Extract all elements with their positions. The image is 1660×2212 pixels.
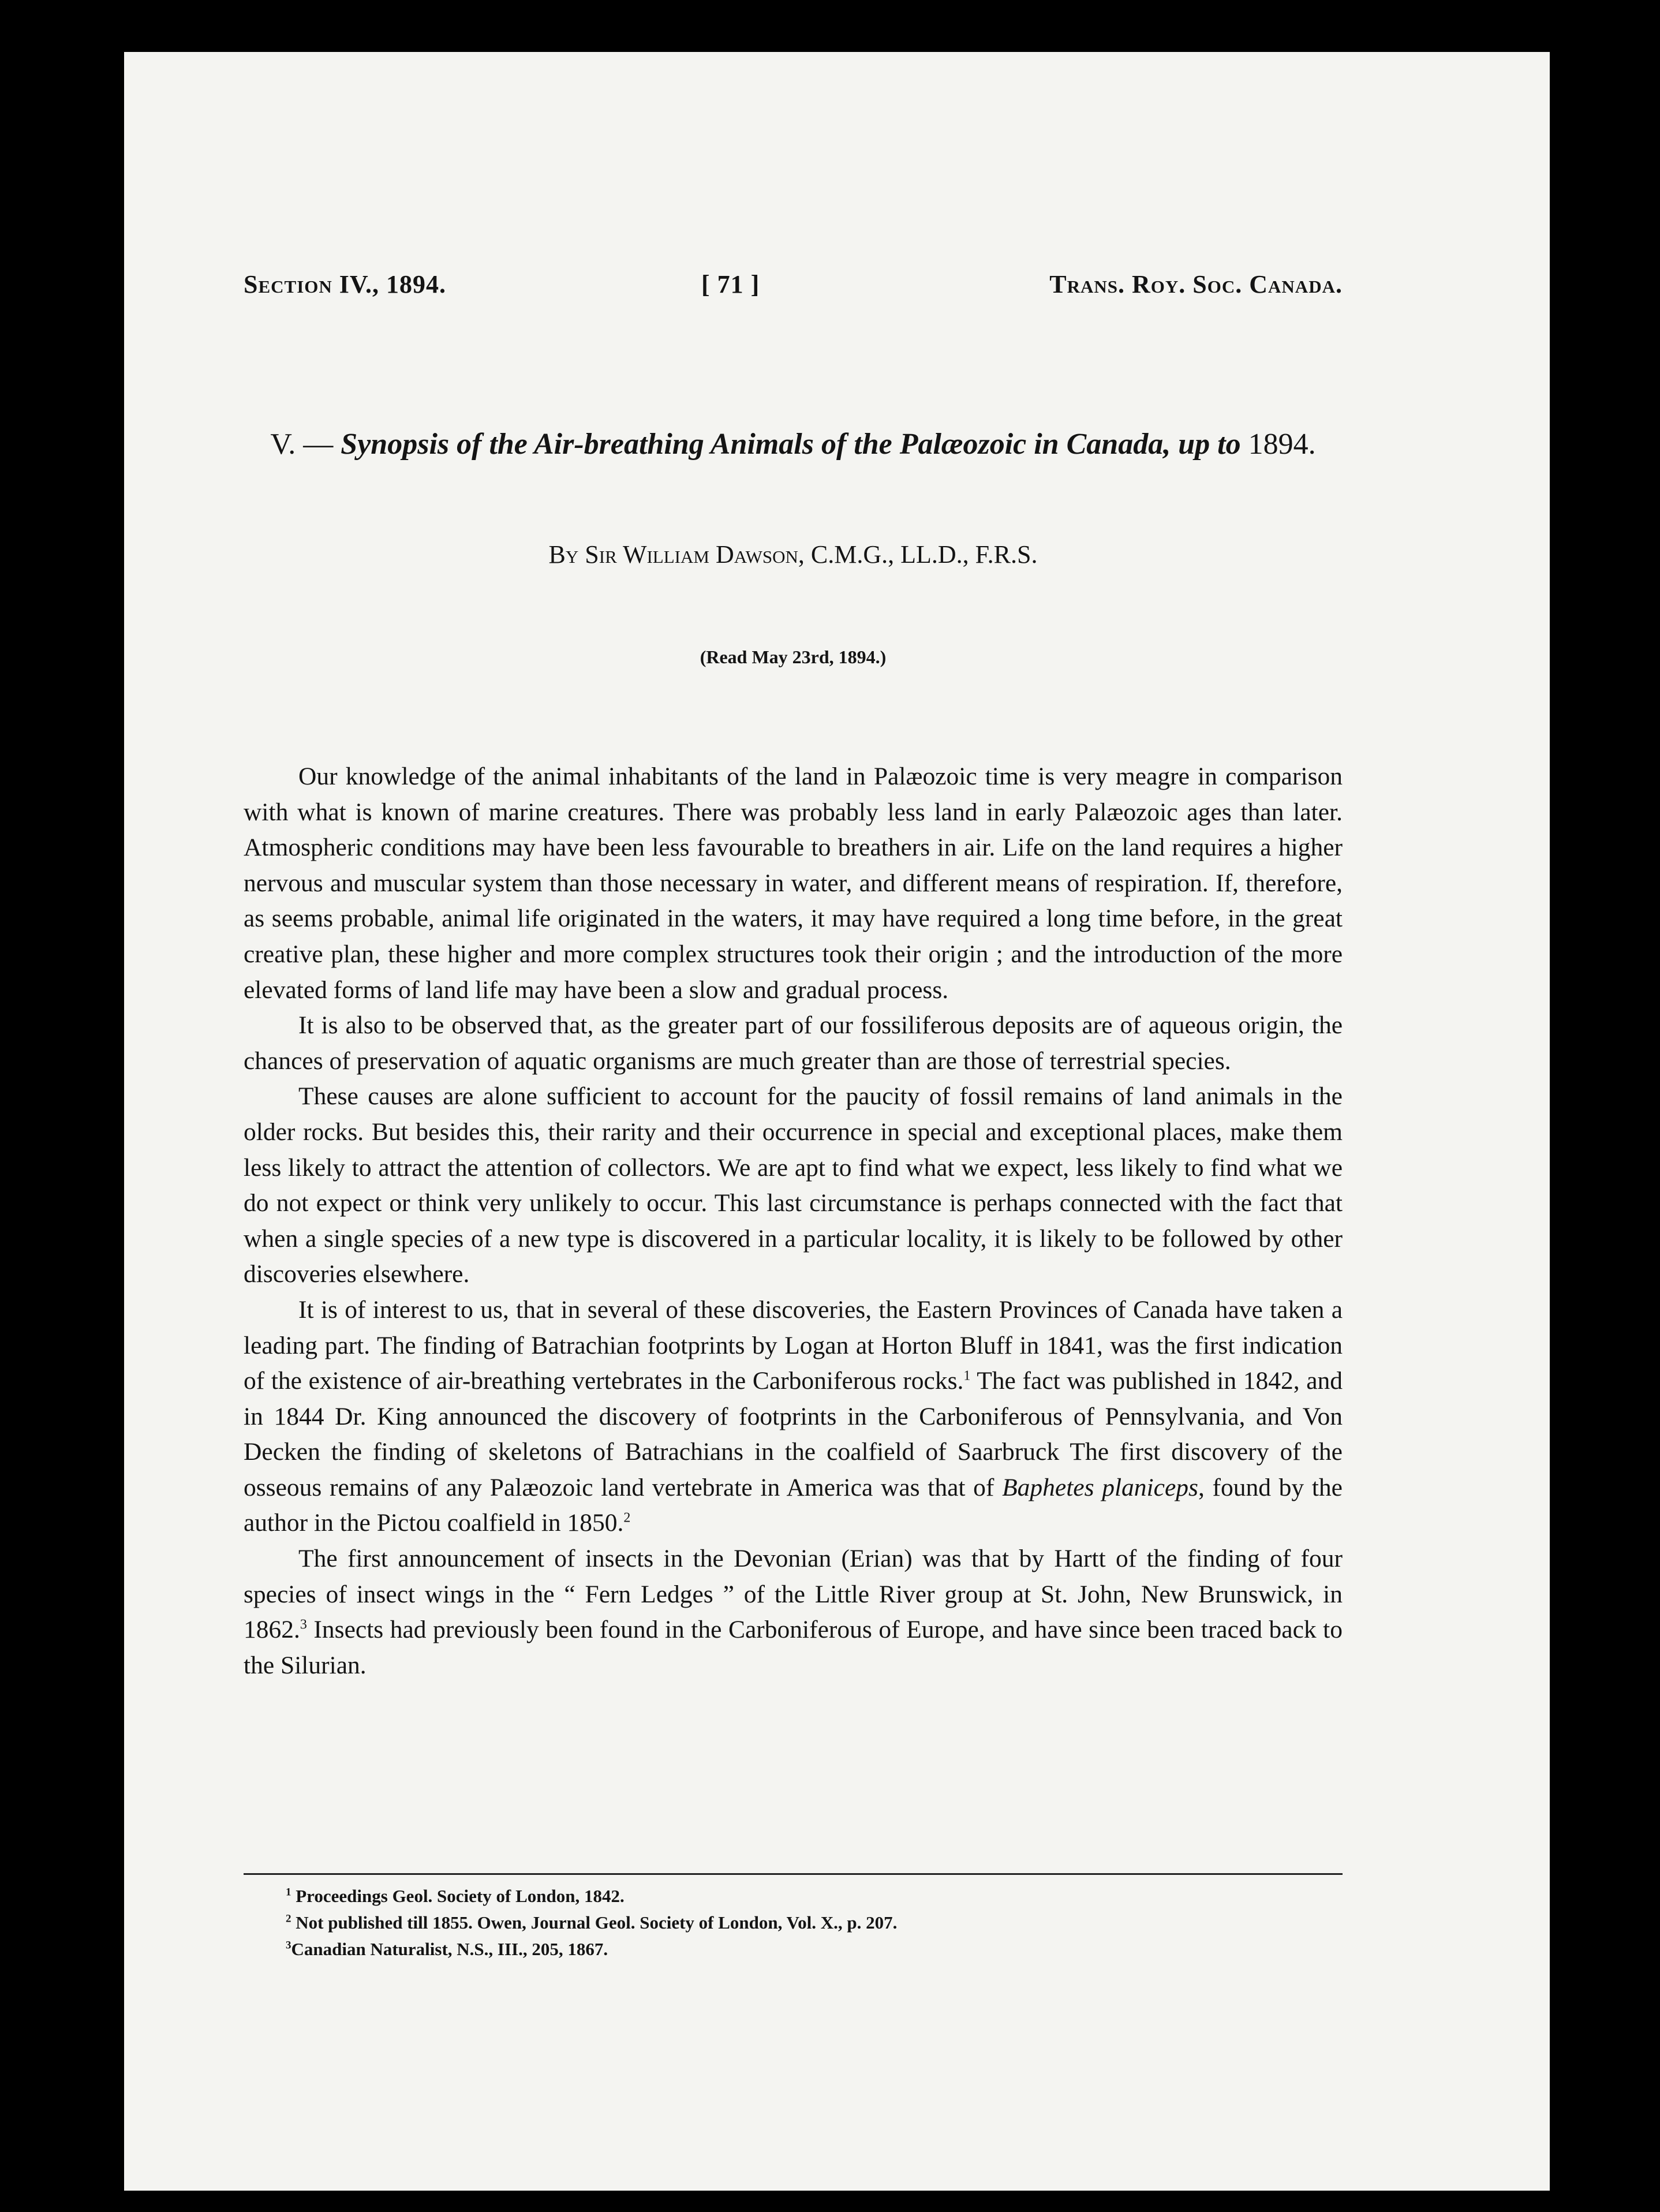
footnote-3 <box>286 1936 1342 1963</box>
footnote-2-text: Not published till 1855. Owen, Journal Geol. Society of London, Vol. X., p. 207. <box>296 1912 898 1933</box>
footnote-ref-3: 3 <box>300 1617 307 1632</box>
page-number: [ 71 ] <box>701 270 760 298</box>
footnote-2 <box>286 1910 1342 1936</box>
paragraph-5-part-b: Insects had previously been found in the Carboniferous of Europe, and have since been traced back to the Silurian. <box>244 1616 1343 1679</box>
footnote-1-text: Proceedings Geol. Society of London, 1842. <box>296 1886 625 1906</box>
footnote-mark-1: 1 <box>286 1886 291 1899</box>
paragraph-5 <box>244 1541 1343 1683</box>
running-header <box>244 270 1343 299</box>
article-title <box>244 427 1343 461</box>
document-page <box>124 52 1550 2191</box>
footnote-3-text: Canadian Naturalist, N.S., III., 205, 1867. <box>291 1939 608 1959</box>
paragraph-3: These causes are alone sufficient to account for the paucity of fossil remains of land animals in the older rocks. But besides this, their rarity and their occurrence in special and exceptional places, make them less likely to attract the attention of collectors. We are apt to find what we expect, less likely to find what we do not expect or think very unlikely to occur. This last circumstance is perhaps connected with the fact that when a single species of a new type is discovered in a particular locality, it is likely to be followed by other discoveries elsewhere. <box>244 1082 1343 1288</box>
title-italic: Synopsis of the Air-breathing Animals of the Palæozoic in Canada, up to <box>341 428 1241 461</box>
footnote-ref-2: 2 <box>623 1510 631 1526</box>
paragraph-4-part-b: The fact was published in 1842, and in 1844 Dr. King announced the discovery of footprints in the Carboniferous of Pennsylvania, and Von Decken the finding of skeletons of Batrachians in the coalfield of Saarbruck The first discovery of the osseous remains of any Palæozoic land vertebrate in America was that of <box>244 1367 1343 1501</box>
paragraph-1: Our knowledge of the animal inhabitants of the land in Palæozoic time is very meagre in comparison with what is known of marine creatures. There was probably less land in early Palæozoic ages than later. Atmospheric conditions may have been less favourable to breathers in air. Life on the land requires a higher nervous and muscular system than those necessary in water, and different means of respiration. If, therefore, as seems probable, animal life originated in the waters, it may have required a long time before, in the great creative plan, these higher and more complex structures took their origin ; and the introduction of the more elevated forms of land life may have been a slow and gradual process. <box>244 763 1343 1004</box>
body-text <box>244 759 1343 1683</box>
paragraph-2: It is also to be observed that, as the greater part of our fossiliferous deposits are of aqueous origin, the chances of preservation of aquatic organisms are much greater than are those of terrestrial species. <box>244 1011 1343 1075</box>
footnote-ref-1: 1 <box>963 1368 971 1384</box>
footnote-mark-2: 2 <box>286 1912 291 1925</box>
paragraph-5-part-a: The first announcement of insects in the Devonian (Erian) was that by Hartt of the finding of four species of insect wings in the “ Fern Ledges ” of the Little River group at St. John, New Brunswick, in 1862. <box>244 1545 1343 1644</box>
title-numeral: V. — <box>270 428 341 461</box>
paragraph-4-part-a: It is of interest to us, that in several of these discoveries, the Eastern Provinces of Canada have taken a leading part. The finding of Batrachian footprints by Logan at Horton Bluff in 1841, was the first indication of the existence of air-breathing vertebrates in the Carboniferous rocks. <box>244 1295 1343 1395</box>
section-label: Section IV., 1894. <box>244 270 447 298</box>
species-name: Baphetes planiceps <box>1002 1473 1198 1501</box>
footnote-divider <box>244 1873 1343 1875</box>
read-date: (Read May 23rd, 1894.) <box>700 647 887 667</box>
paragraph-4 <box>244 1292 1343 1541</box>
title-year: 1894. <box>1240 428 1316 461</box>
journal-name: Trans. Roy. Soc. Canada. <box>1049 270 1343 298</box>
footnotes <box>286 1883 1342 1963</box>
paragraph-4-part-c: , found by the author in the Pictou coalfield in 1850. <box>244 1473 1343 1537</box>
author-byline: By Sir William Dawson, C.M.G., LL.D., F.R.S. <box>548 540 1038 569</box>
footnote-mark-3: 3 <box>286 1939 291 1952</box>
footnote-1 <box>286 1883 1342 1910</box>
